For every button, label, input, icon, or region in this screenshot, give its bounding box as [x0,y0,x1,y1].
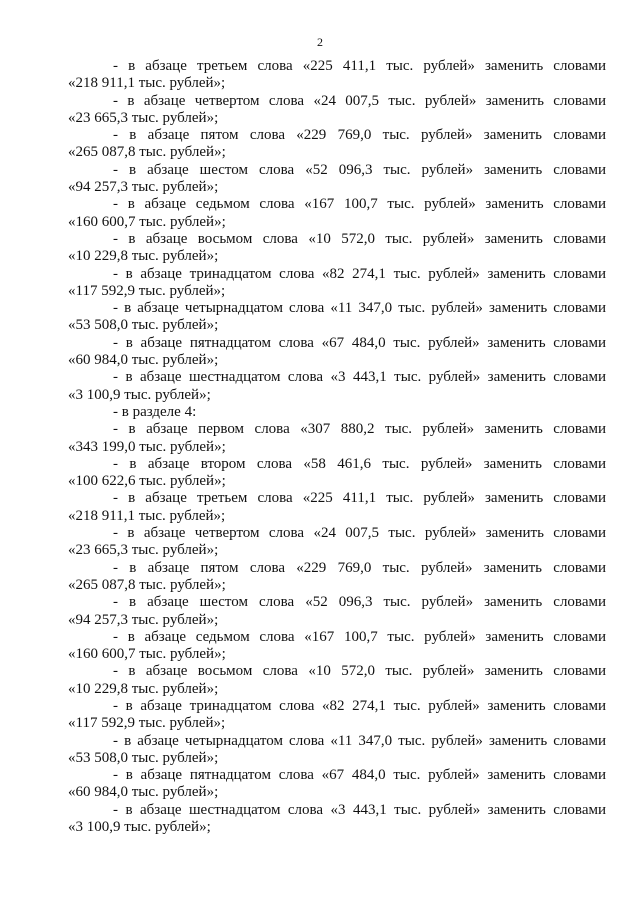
amendment-continuation: «10 229,8 тыс. рублей»; [68,680,219,697]
amendment-continuation: «100 622,6 тыс. рублей»; [68,473,226,490]
amendment-continuation: «60 984,0 тыс. рублей»; [68,352,219,369]
amendment-line: - в абзаце четвертом слова «24 007,5 тыс. рублей» заменить словами [113,525,606,542]
amendment-continuation: «160 600,7 тыс. рублей»; [68,213,226,230]
amendment-continuation: «265 087,8 тыс. рублей»; [68,576,226,593]
section-heading: - в разделе 4: [113,403,197,420]
amendment-continuation: «3 100,9 тыс. рублей»; [68,819,211,836]
page-number: 2 [317,35,323,49]
amendment-line: - в абзаце восьмом слова «10 572,0 тыс. рублей» заменить словами [113,230,606,247]
amendment-continuation: «160 600,7 тыс. рублей»; [68,646,226,663]
amendment-line: - в абзаце восьмом слова «10 572,0 тыс. рублей» заменить словами [113,663,606,680]
amendment-line: - в абзаце пятнадцатом слова «67 484,0 тыс. рублей» заменить словами [113,334,606,351]
amendment-continuation: «218 911,1 тыс. рублей»; [68,507,226,524]
amendment-continuation: «94 257,3 тыс. рублей»; [68,611,219,628]
amendment-continuation: «23 665,3 тыс. рублей»; [68,542,219,559]
amendment-line: - в абзаце шестнадцатом слова «3 443,1 тыс. рублей» заменить словами [113,369,606,386]
document-body [68,58,606,836]
amendment-continuation: «53 508,0 тыс. рублей»; [68,749,219,766]
amendment-line: - в абзаце пятом слова «229 769,0 тыс. рублей» заменить словами [113,127,606,144]
amendment-continuation: «60 984,0 тыс. рублей»; [68,784,219,801]
amendment-line: - в абзаце четырнадцатом слова «11 347,0 тыс. рублей» заменить словами [113,300,606,317]
amendment-line: - в абзаце тринадцатом слова «82 274,1 тыс. рублей» заменить словами [113,697,606,714]
amendment-line: - в абзаце седьмом слова «167 100,7 тыс. рублей» заменить словами [113,628,606,645]
amendment-line: - в абзаце четвертом слова «24 007,5 тыс. рублей» заменить словами [113,92,606,109]
amendment-line: - в абзаце третьем слова «225 411,1 тыс. рублей» заменить словами [113,490,606,507]
amendment-line: - в абзаце шестом слова «52 096,3 тыс. рублей» заменить словами [113,161,606,178]
amendment-continuation: «94 257,3 тыс. рублей»; [68,179,219,196]
amendment-line: - в абзаце седьмом слова «167 100,7 тыс. рублей» заменить словами [113,196,606,213]
amendment-continuation: «3 100,9 тыс. рублей»; [68,386,211,403]
amendment-line: - в абзаце шестнадцатом слова «3 443,1 тыс. рублей» заменить словами [113,801,606,818]
amendment-continuation: «218 911,1 тыс. рублей»; [68,75,226,92]
amendment-line: - в абзаце втором слова «58 461,6 тыс. рублей» заменить словами [113,455,606,472]
amendment-continuation: «117 592,9 тыс. рублей»; [68,715,226,732]
amendment-line: - в абзаце пятнадцатом слова «67 484,0 тыс. рублей» заменить словами [113,767,606,784]
amendment-line: - в абзаце тринадцатом слова «82 274,1 тыс. рублей» заменить словами [113,265,606,282]
amendment-continuation: «117 592,9 тыс. рублей»; [68,282,226,299]
amendment-line: - в абзаце пятом слова «229 769,0 тыс. рублей» заменить словами [113,559,606,576]
amendment-continuation: «265 087,8 тыс. рублей»; [68,144,226,161]
amendment-line: - в абзаце шестом слова «52 096,3 тыс. рублей» заменить словами [113,594,606,611]
amendment-continuation: «343 199,0 тыс. рублей»; [68,438,226,455]
amendment-continuation: «10 229,8 тыс. рублей»; [68,248,219,265]
amendment-continuation: «23 665,3 тыс. рублей»; [68,109,219,126]
amendment-line: - в абзаце четырнадцатом слова «11 347,0 тыс. рублей» заменить словами [113,732,606,749]
amendment-line: - в абзаце третьем слова «225 411,1 тыс. рублей» заменить словами [113,58,606,74]
amendment-continuation: «53 508,0 тыс. рублей»; [68,317,219,334]
amendment-line: - в абзаце первом слова «307 880,2 тыс. рублей» заменить словами [113,421,606,438]
